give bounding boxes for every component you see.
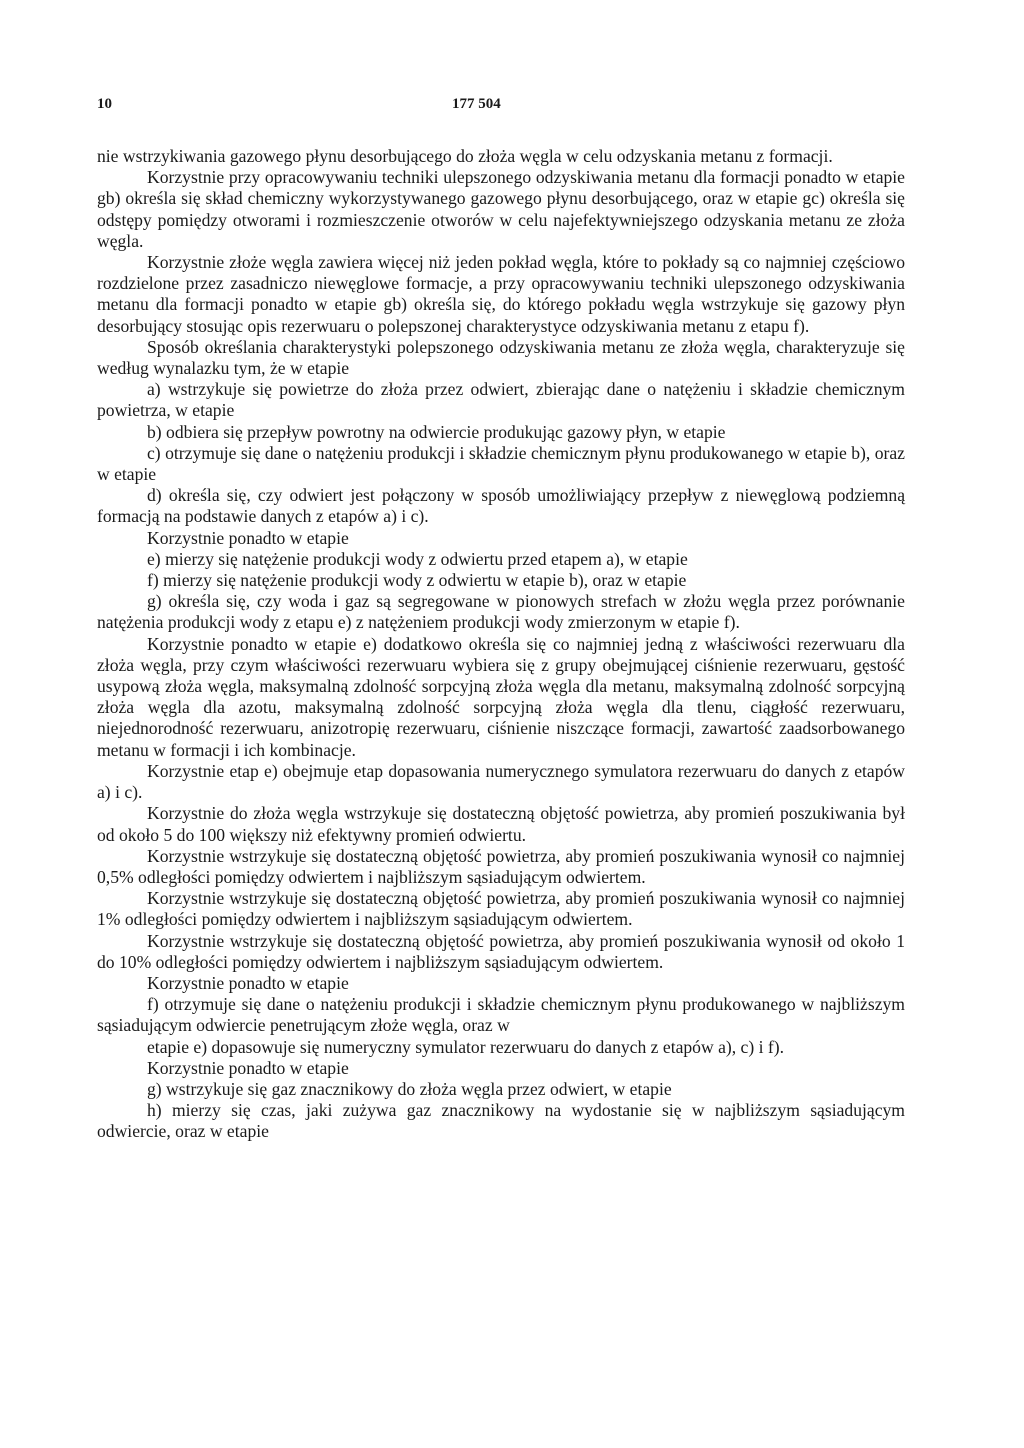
step-item: g) określa się, czy woda i gaz są segregowane w pionowych strefach w złożu węgla przez porównanie natężenia produkcji wody z etapu e) z natężeniem produkcji wody zmierzonym w etapie f). xyxy=(97,591,905,633)
paragraph: Korzystnie ponadto w etapie xyxy=(147,972,349,993)
paragraph: Korzystnie ponadto w etapie e) dodatkowo określa się co najmniej jedną z właściwości rezerwuaru dla złoża węgla, przy czym właściwości rezerwuaru wybiera się z grupy obejmującej ciśnienie rezerwuaru, gęstość usypową złoża węgla, maksymalną zdolność sorpcyjną złoża węgla dla metanu, maksymalną zdolność sorpcyjną złoża węgla dla azotu, maksymalną zdolność sorpcyjną złoża węgla dla tlenu, ciągłość rezerwuaru, niejednorodność rezerwuaru, anizotropię rezerwuaru, ciśnienie niszczące formacji, zawartość zaadsorbowanego metanu w formacji i ich kombinacje. xyxy=(97,633,905,760)
step-item: g) wstrzykuje się gaz znacznikowy do złoża węgla przez odwiert, w etapie xyxy=(147,1078,672,1099)
paragraph: Korzystnie wstrzykuje się dostateczną objętość powietrza, aby promień poszukiwania wynosił co najmniej 1% odległości pomiędzy odwiertem i najbliższym sąsiadującym odwiertem. xyxy=(97,888,905,930)
paragraph: Korzystnie ponadto w etapie xyxy=(147,1057,349,1078)
body-text xyxy=(97,146,905,1143)
step-item: f) mierzy się natężenie produkcji wody z odwiertu w etapie b), oraz w etapie xyxy=(147,570,687,591)
paragraph: Korzystnie wstrzykuje się dostateczną objętość powietrza, aby promień poszukiwania wynosił co najmniej 0,5% odległości pomiędzy odwiertem i najbliższym sąsiadującym odwiertem. xyxy=(97,845,905,887)
step-item: e) mierzy się natężenie produkcji wody z odwiertu przed etapem a), w etapie xyxy=(147,548,688,569)
paragraph: Korzystnie etap e) obejmuje etap dopasowania numerycznego symulatora rezerwuaru do danych z etapów a) i c). xyxy=(97,760,905,803)
paragraph: Korzystnie do złoża węgla wstrzykuje się dostateczną objętość powietrza, aby promień poszukiwania był od około 5 do 100 większy niż efektywny promień odwiertu. xyxy=(97,803,905,845)
step-item: a) wstrzykuje się powietrze do złoża przez odwiert, zbierając dane o natężeniu i składzie chemicznym powietrza, w etapie xyxy=(97,379,905,421)
patent-number: 177 504 xyxy=(452,96,501,112)
paragraph: Korzystnie przy opracowywaniu techniki ulepszonego odzyskiwania metanu dla formacji ponadto w etapie gb) określa się skład chemiczny wykorzystywanego gazowego płynu desorbującego, oraz w etapie gc) określa się odstępy pomiędzy otworami i rozmieszczenie otworów w celu najefektywniejszego odzyskania metanu ze złoża węgla. xyxy=(97,167,905,251)
page-number: 10 xyxy=(97,96,112,112)
paragraph: Korzystnie ponadto w etapie xyxy=(147,527,349,548)
paragraph: Sposób określania charakterystyki polepszonego odzyskiwania metanu ze złoża węgla, charakteryzuje się według wynalazku tym, że w etapie xyxy=(97,336,905,379)
paragraph: Korzystnie złoże węgla zawiera więcej niż jeden pokład węgla, które to pokłady są co najmniej częściowo rozdzielone przez zasadniczo niewęglowe formacje, a przy opracowywaniu techniki ulepszonego odzyskiwania metanu dla formacji ponadto w etapie gb) określa się, do którego pokładu węgla wstrzykuje się gazowy płyn desorbujący stosując opis rezerwuaru o polepszonej charakterystyce odzyskiwania metanu z etapu f). xyxy=(97,252,905,336)
step-item: f) otrzymuje się dane o natężeniu produkcji i składzie chemicznym płynu produkowanego w najbliższym sąsiadującym odwiercie penetrującym złoże węgla, oraz w xyxy=(97,994,905,1036)
step-item: b) odbiera się przepływ powrotny na odwiercie produkując gazowy płyn, w etapie xyxy=(147,421,726,442)
step-item: d) określa się, czy odwiert jest połączony w sposób umożliwiający przepływ z niewęglową podziemną formacją na podstawie danych z etapów a) i c). xyxy=(97,485,905,527)
step-item: c) otrzymuje się dane o natężeniu produkcji i składzie chemicznym płynu produkowanego w etapie b), oraz w etapie xyxy=(97,442,905,485)
step-item: etapie e) dopasowuje się numeryczny symulator rezerwuaru do danych z etapów a), c) i f). xyxy=(147,1036,785,1057)
step-item: h) mierzy się czas, jaki zużywa gaz znacznikowy na wydostanie się w najbliższym sąsiadującym odwiercie, oraz w etapie xyxy=(97,1100,905,1142)
paragraph: nie wstrzykiwania gazowego płynu desorbującego do złoża węgla w celu odzyskania metanu z formacji. xyxy=(97,146,833,166)
page-header xyxy=(97,96,507,116)
paragraph: Korzystnie wstrzykuje się dostateczną objętość powietrza, aby promień poszukiwania wynosił od około 1 do 10% odległości pomiędzy odwiertem i najbliższym sąsiadującym odwiertem. xyxy=(97,930,905,972)
